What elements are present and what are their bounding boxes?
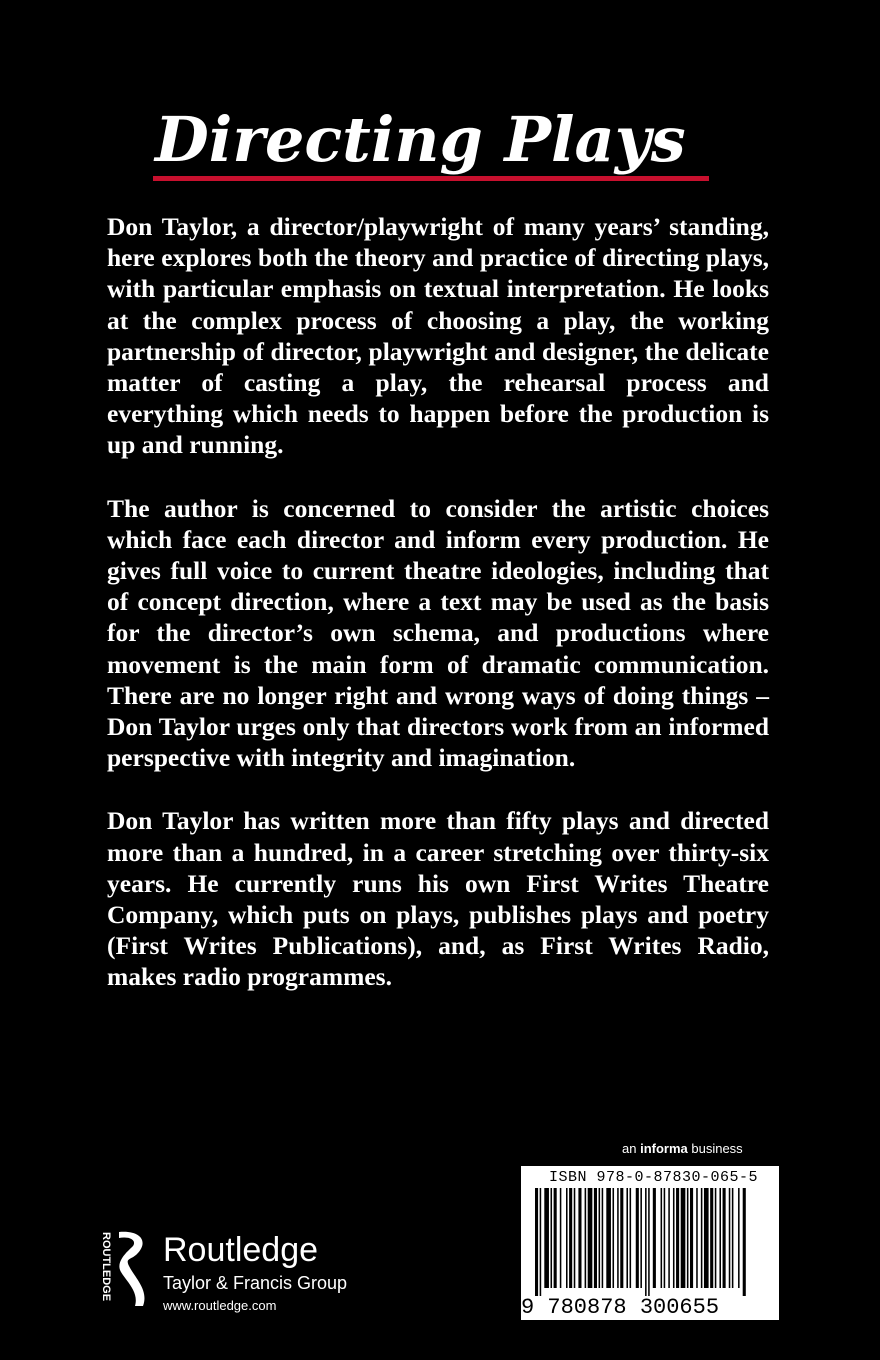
- publisher-block: [97, 1228, 397, 1318]
- barcode-bar: [636, 1188, 639, 1288]
- blurb-paragraph-1: Don Taylor, a director/playwright of many years’ standing, here explores both the theory and practice of directing plays, with particular emphasis on textual interpretation. He looks at the complex process of choosing a play, the working partnership of director, playwright and designer, the delicate matter of casting a play, the rehearsal process and everything which needs to happen before the production is up and running.: [107, 212, 769, 460]
- barcode-bar: [710, 1188, 713, 1288]
- barcode-bar: [574, 1188, 576, 1288]
- barcode-bar: [729, 1188, 731, 1288]
- routledge-logo-text: ROUTLEDGE: [100, 1232, 112, 1302]
- barcode-bar: [648, 1188, 650, 1296]
- informa-prefix: an: [622, 1141, 641, 1156]
- barcode-bar: [560, 1188, 562, 1288]
- barcode-bar: [540, 1188, 542, 1296]
- barcode-bar: [588, 1188, 593, 1288]
- barcode-bar: [664, 1188, 666, 1288]
- barcode-bar: [681, 1188, 686, 1288]
- back-cover-blurb: [107, 211, 769, 1025]
- barcode-bar: [554, 1188, 557, 1288]
- barcode-bar: [599, 1188, 601, 1288]
- barcode-bar: [535, 1188, 538, 1296]
- barcode-bar: [594, 1188, 597, 1288]
- publisher-url: www.routledge.com: [163, 1298, 277, 1313]
- barcode-bar: [653, 1188, 656, 1288]
- barcode-bar: [723, 1188, 726, 1288]
- informa-business-tagline: [622, 1141, 743, 1156]
- barcode-bar: [620, 1188, 623, 1288]
- barcode-bar: [687, 1188, 689, 1288]
- barcode-bar: [606, 1188, 611, 1288]
- barcode-bar: [569, 1188, 572, 1288]
- barcode-bar: [701, 1188, 703, 1288]
- barcode-bar: [673, 1188, 675, 1288]
- barcode-bar: [578, 1188, 581, 1288]
- barcode-bar: [626, 1188, 628, 1288]
- barcode-bar: [743, 1188, 746, 1296]
- barcode-bar: [566, 1188, 568, 1288]
- barcode-bar: [715, 1188, 717, 1288]
- informa-brand: informa: [640, 1141, 688, 1156]
- barcode-bar: [719, 1188, 721, 1288]
- barcode-bar: [551, 1188, 553, 1288]
- barcode-bar: [704, 1188, 709, 1288]
- blurb-paragraph-2: The author is concerned to consider the artistic choices which face each director and inform every production. He gives full voice to current theatre ideologies, including that of concept direction, where a text may be used as the basis for the director’s own schema, and productions where movement is the main form of dramatic communication. There are no longer right and wrong ways of doing things – Don Taylor urges only that directors work from an informed perspective with integrity and imagination.: [107, 493, 769, 773]
- book-title: Directing Plays: [155, 103, 686, 176]
- barcode-bar: [602, 1188, 604, 1288]
- isbn-barcode: [521, 1166, 779, 1320]
- barcode-number: 9 780878 300655: [521, 1295, 720, 1320]
- routledge-logo-icon: [97, 1228, 153, 1310]
- barcode-bar: [676, 1188, 679, 1288]
- barcode-bar: [696, 1188, 698, 1288]
- barcode-bar: [544, 1188, 549, 1288]
- barcode-bar: [640, 1188, 642, 1288]
- barcode-bar: [613, 1188, 615, 1288]
- blurb-paragraph-3: Don Taylor has written more than fifty plays and directed more than a hundred, in a career stretching over thirty-six years. He currently runs his own First Writes Theatre Company, which puts on plays, publishes plays and poetry (First Writes Publications), and, as First Writes Radio, makes radio programmes.: [107, 806, 769, 992]
- barcode-bar: [617, 1188, 619, 1288]
- publisher-group: Taylor & Francis Group: [163, 1273, 348, 1293]
- publisher-name: Routledge: [163, 1231, 319, 1269]
- informa-suffix: business: [687, 1141, 743, 1156]
- barcode-bar: [690, 1188, 693, 1288]
- title-underline: [153, 176, 709, 181]
- barcode-bar: [668, 1188, 670, 1288]
- barcode-bar: [645, 1188, 647, 1296]
- isbn-label: ISBN 978-0-87830-065-5: [549, 1169, 759, 1186]
- barcode-bar: [732, 1188, 734, 1288]
- barcode-bar: [661, 1188, 663, 1288]
- barcode-bar: [585, 1188, 587, 1288]
- barcode-bar: [630, 1188, 632, 1288]
- barcode-bar: [738, 1188, 740, 1288]
